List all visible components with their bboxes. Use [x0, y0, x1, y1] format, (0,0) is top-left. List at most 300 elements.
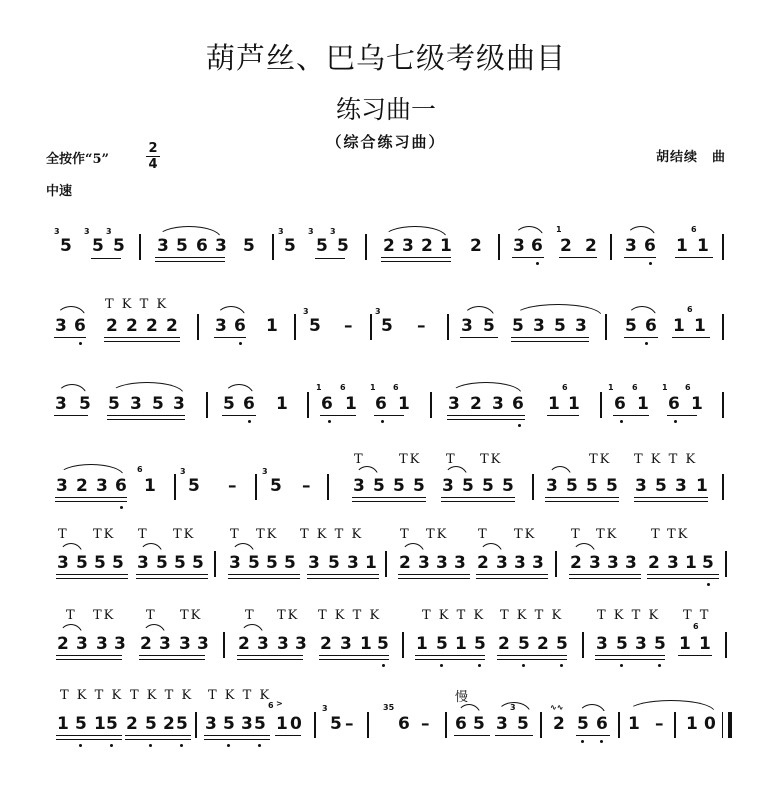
articulation-mark: T	[478, 527, 489, 542]
note: 2	[470, 236, 482, 256]
lower-octave-dot	[600, 740, 603, 743]
lower-octave-dot	[518, 424, 521, 427]
barline	[402, 632, 404, 658]
beam-underline	[307, 578, 379, 579]
slur-arc	[514, 304, 602, 316]
beam-underline	[398, 574, 470, 575]
beam-underline	[613, 415, 649, 416]
barline	[430, 392, 432, 418]
grace-note: 6	[137, 465, 143, 474]
beam-underline	[54, 415, 88, 416]
note: 6	[668, 394, 680, 414]
articulation-mark: TK	[180, 608, 203, 623]
barline	[674, 712, 676, 738]
articulation-mark: T	[446, 452, 457, 467]
beam-underline	[545, 501, 619, 502]
articulation-mark: T	[146, 608, 157, 623]
note: 5	[270, 476, 282, 496]
note: 1	[416, 634, 428, 654]
grace-note: 3	[84, 227, 90, 236]
note: 5	[566, 476, 578, 496]
note: 3	[514, 553, 526, 573]
lower-octave-dot	[120, 506, 123, 509]
note: 5	[266, 553, 278, 573]
note: 6	[196, 236, 208, 256]
beam-underline	[139, 659, 205, 660]
lower-octave-dot	[674, 420, 677, 423]
note: 3	[340, 634, 352, 654]
beam-underline	[352, 497, 426, 498]
note: 5	[377, 634, 389, 654]
slur-arc	[58, 464, 124, 476]
beam-underline	[454, 735, 490, 736]
grace-note: 1	[662, 383, 668, 392]
beam-underline	[667, 415, 697, 416]
piece-title: 练习曲一	[335, 95, 436, 124]
note: 2	[320, 634, 332, 654]
beam-underline	[222, 415, 256, 416]
beam-underline	[497, 659, 567, 660]
note: 6	[596, 714, 608, 734]
note: 3	[442, 476, 454, 496]
note: 3	[635, 476, 647, 496]
composer: 胡结续 曲	[656, 150, 727, 165]
articulation-mark: T	[58, 527, 69, 542]
note: 6	[74, 316, 86, 336]
time-signature-denominator: 4	[148, 157, 158, 172]
lower-octave-dot	[239, 342, 242, 345]
note: 6	[614, 394, 626, 414]
grace-note: 6	[632, 383, 638, 392]
note: 1	[686, 714, 698, 734]
lower-octave-dot	[180, 744, 183, 747]
lower-octave-dot	[440, 664, 443, 667]
note: 1	[144, 476, 156, 496]
articulation-mark: T	[66, 608, 77, 623]
grace-note: 6	[693, 622, 699, 631]
note: 6	[644, 236, 656, 256]
note: 5	[517, 714, 529, 734]
lower-octave-dot	[382, 664, 385, 667]
note: 5	[373, 476, 385, 496]
note: 2	[166, 316, 178, 336]
note: 1	[637, 394, 649, 414]
note: 3	[635, 634, 647, 654]
beam-underline	[104, 341, 180, 342]
barline	[722, 314, 724, 340]
note: 6	[512, 394, 524, 414]
grace-note: 3	[322, 704, 328, 713]
articulation-mark: TK	[514, 527, 537, 542]
grace-note: 35	[383, 703, 395, 712]
note: 5	[413, 476, 425, 496]
barline	[314, 712, 316, 738]
note: 5	[113, 236, 125, 256]
articulation-mark: T K T K	[634, 452, 698, 467]
barline	[307, 392, 309, 418]
note: 3	[418, 553, 430, 573]
articulation-mark: T K T K	[130, 688, 194, 703]
beam-underline	[545, 497, 619, 498]
note: 5	[554, 316, 566, 336]
beam-underline	[624, 337, 658, 338]
note: 2	[553, 714, 565, 734]
note: 2	[76, 476, 88, 496]
note: 5	[616, 634, 628, 654]
note: 1	[699, 634, 711, 654]
note: 1	[685, 553, 697, 573]
barline	[206, 392, 208, 418]
note: 1	[455, 634, 467, 654]
grace-note: 6	[393, 383, 399, 392]
note: 5	[223, 394, 235, 414]
articulation-mark: T	[230, 527, 241, 542]
grace-note: 3	[180, 467, 186, 476]
note: 2	[126, 316, 138, 336]
time-signature-numerator: 2	[148, 141, 158, 156]
lower-octave-dot	[478, 664, 481, 667]
beam-underline	[495, 735, 533, 736]
note: 5	[316, 236, 328, 256]
beam-underline	[559, 257, 597, 258]
note: 5	[92, 236, 104, 256]
beam-underline	[204, 739, 270, 740]
articulation-mark: T K T K	[318, 608, 382, 623]
barline	[447, 314, 449, 340]
note: 1	[94, 714, 106, 734]
beam-underline	[476, 574, 548, 575]
note: 5	[655, 476, 667, 496]
beam-underline	[315, 258, 345, 259]
beam-underline	[675, 257, 713, 258]
note: 5	[328, 553, 340, 573]
note: 3	[55, 394, 67, 414]
note: 5	[512, 316, 524, 336]
beam-underline	[511, 337, 589, 338]
note: 5	[436, 634, 448, 654]
beam-underline	[56, 739, 122, 740]
note: –	[345, 714, 354, 734]
note: 1	[696, 476, 708, 496]
accent-mark: >	[276, 699, 283, 708]
articulation-mark: T K T K	[597, 608, 661, 623]
barline	[540, 712, 542, 738]
barline	[445, 712, 447, 738]
note: 1	[276, 714, 288, 734]
note: 6	[115, 476, 127, 496]
note: 5	[106, 714, 118, 734]
note: –	[655, 714, 664, 734]
articulation-mark: TK	[256, 527, 279, 542]
beam-underline	[55, 497, 127, 498]
beam-underline	[352, 501, 426, 502]
lower-octave-dot	[149, 744, 152, 747]
beam-underline	[228, 578, 300, 579]
note: 3	[57, 553, 69, 573]
grace-note: 3	[375, 307, 381, 316]
lower-octave-dot	[522, 664, 525, 667]
note: 5	[654, 634, 666, 654]
note: 3	[448, 394, 460, 414]
beam-underline	[374, 415, 404, 416]
barline	[327, 474, 329, 500]
beam-underline	[569, 578, 641, 579]
note: 1	[568, 394, 580, 414]
beam-underline	[228, 574, 300, 575]
grace-note: 6	[691, 225, 697, 234]
note: 3	[257, 634, 269, 654]
note: 2	[477, 553, 489, 573]
beam-underline	[634, 497, 708, 498]
note: 5	[156, 553, 168, 573]
beam-underline	[56, 735, 122, 736]
note: 1	[57, 714, 69, 734]
lower-octave-dot	[227, 744, 230, 747]
note: 3	[173, 394, 185, 414]
tempo-change-slow: 慢	[455, 690, 471, 705]
barline	[582, 632, 584, 658]
piece-subtitle: （综合练习曲）	[326, 133, 446, 151]
note: 5	[79, 394, 91, 414]
beam-underline	[214, 337, 246, 338]
beam-underline	[56, 574, 128, 575]
note: 3	[675, 476, 687, 496]
beam-underline	[381, 257, 451, 258]
beam-underline	[595, 659, 665, 660]
beam-underline	[54, 337, 86, 338]
barline	[174, 474, 176, 500]
note: 1	[398, 394, 410, 414]
beam-underline	[319, 659, 389, 660]
articulation-mark: T K T K	[422, 608, 486, 623]
note: 5	[502, 476, 514, 496]
lower-octave-dot	[620, 664, 623, 667]
beam-underline	[320, 415, 356, 416]
note: 5	[284, 553, 296, 573]
note: –	[302, 476, 311, 496]
note: 3	[596, 634, 608, 654]
note: 1	[694, 316, 706, 336]
articulation-mark: TK	[480, 452, 503, 467]
grace-note: 1	[370, 383, 376, 392]
beam-underline	[56, 659, 122, 660]
note: 3	[436, 553, 448, 573]
articulation-mark: T	[354, 452, 365, 467]
grace-note: 3	[278, 227, 284, 236]
beam-underline	[647, 574, 719, 575]
note: 1	[673, 316, 685, 336]
lower-octave-dot	[658, 664, 661, 667]
note: 3	[496, 553, 508, 573]
note: 2	[648, 553, 660, 573]
barline	[370, 314, 372, 340]
articulation-mark: TK	[93, 527, 116, 542]
grace-note: 1	[556, 225, 562, 234]
beam-underline	[476, 578, 548, 579]
note: 3	[513, 236, 525, 256]
note: 3	[532, 553, 544, 573]
note: 3	[454, 553, 466, 573]
note: 5	[474, 634, 486, 654]
note: 3	[277, 634, 289, 654]
beam-underline	[441, 501, 515, 502]
lower-octave-dot	[79, 744, 82, 747]
note: 5	[606, 476, 618, 496]
note: 2	[163, 714, 175, 734]
lower-octave-dot	[645, 342, 648, 345]
slur-arc	[110, 382, 184, 394]
articulation-mark: TK	[667, 527, 690, 542]
note: 5	[176, 236, 188, 256]
articulation-mark: TK	[426, 527, 449, 542]
note: 3	[159, 634, 171, 654]
note: 6	[375, 394, 387, 414]
note: 3	[546, 476, 558, 496]
barline	[610, 234, 612, 260]
beam-underline	[155, 261, 225, 262]
beam-underline	[107, 419, 185, 420]
note: 3	[114, 634, 126, 654]
lower-octave-dot	[649, 262, 652, 265]
note: 3	[137, 553, 149, 573]
beam-underline	[415, 655, 485, 656]
note: 2	[126, 714, 138, 734]
note: 1	[548, 394, 560, 414]
articulation-mark: TK	[173, 527, 196, 542]
note: 2	[498, 634, 510, 654]
note: 3	[241, 714, 253, 734]
note: 5	[577, 714, 589, 734]
note: 6	[645, 316, 657, 336]
beam-underline	[576, 735, 610, 736]
grace-note: 6	[562, 383, 568, 392]
note: 3	[461, 316, 473, 336]
note: 1	[440, 236, 452, 256]
note: 1	[697, 236, 709, 256]
grace-note: 3	[262, 467, 268, 476]
grace-note: 3	[510, 703, 516, 712]
note: –	[417, 316, 426, 336]
grace-note: 3	[303, 307, 309, 316]
note: 5	[75, 714, 87, 734]
beam-underline	[139, 655, 205, 656]
beam-underline	[634, 501, 708, 502]
note: 5	[625, 316, 637, 336]
note: 5	[309, 316, 321, 336]
articulation-mark: T	[138, 527, 149, 542]
note: 2	[106, 316, 118, 336]
note: 3	[533, 316, 545, 336]
grace-note: 1	[608, 383, 614, 392]
note: 5	[483, 316, 495, 336]
articulation-mark: T	[571, 527, 582, 542]
beam-underline	[275, 735, 301, 736]
note: 3	[589, 553, 601, 573]
note: 5	[330, 714, 342, 734]
beam-underline	[104, 337, 180, 338]
page-title: 葫芦丝、巴乌七级考级曲目	[205, 41, 566, 75]
note: 5	[473, 714, 485, 734]
note: 3	[96, 634, 108, 654]
note: 2	[560, 236, 572, 256]
note: –	[344, 316, 353, 336]
articulation-mark: T K T K	[500, 608, 564, 623]
articulation-mark: T K T K	[208, 688, 272, 703]
articulation-mark: TK	[277, 608, 300, 623]
barline	[367, 712, 369, 738]
barline	[722, 474, 724, 500]
note: 3	[130, 394, 142, 414]
articulation-mark: TK	[596, 527, 619, 542]
beam-underline	[447, 415, 525, 416]
articulation-mark: T K T K	[60, 688, 124, 703]
beam-underline	[55, 501, 127, 502]
note: 5	[176, 714, 188, 734]
beam-underline	[155, 257, 225, 258]
note: 5	[223, 714, 235, 734]
note: 5	[248, 553, 260, 573]
barline	[294, 314, 296, 340]
beam-underline	[447, 419, 525, 420]
note: 5	[462, 476, 474, 496]
note: 3	[215, 236, 227, 256]
lower-octave-dot	[560, 664, 563, 667]
note: 5	[192, 553, 204, 573]
note: 3	[197, 634, 209, 654]
beam-underline	[204, 735, 270, 736]
note: 0	[290, 714, 302, 734]
note: 1	[345, 394, 357, 414]
note: 2	[383, 236, 395, 256]
note: 3	[575, 316, 587, 336]
note: 1	[276, 394, 288, 414]
note: 3	[607, 553, 619, 573]
note: 5	[254, 714, 266, 734]
note: 5	[337, 236, 349, 256]
note: 5	[284, 236, 296, 256]
barline	[365, 234, 367, 260]
articulation-mark: TK	[399, 452, 422, 467]
note: 5	[556, 634, 568, 654]
note: 6	[398, 714, 410, 734]
beam-underline	[398, 578, 470, 579]
beam-underline	[512, 257, 544, 258]
note: 3	[308, 553, 320, 573]
barline	[197, 314, 199, 340]
grace-note: 3	[308, 227, 314, 236]
note: 5	[188, 476, 200, 496]
note: 6	[243, 394, 255, 414]
beam-underline	[511, 341, 589, 342]
articulation-mark: T K T K	[105, 297, 169, 312]
barline	[223, 632, 225, 658]
barline	[195, 712, 197, 738]
note: 2	[146, 316, 158, 336]
note: 3	[625, 236, 637, 256]
barline	[555, 551, 557, 577]
note: 5	[60, 236, 72, 256]
lower-octave-dot	[328, 420, 331, 423]
note: 1	[365, 553, 377, 573]
lower-octave-dot	[79, 342, 82, 345]
beam-underline	[441, 497, 515, 498]
beam-underline	[497, 655, 567, 656]
note: 5	[381, 316, 393, 336]
note: 3	[56, 476, 68, 496]
barline	[532, 474, 534, 500]
slur-arc	[450, 382, 522, 394]
note: 6	[455, 714, 467, 734]
